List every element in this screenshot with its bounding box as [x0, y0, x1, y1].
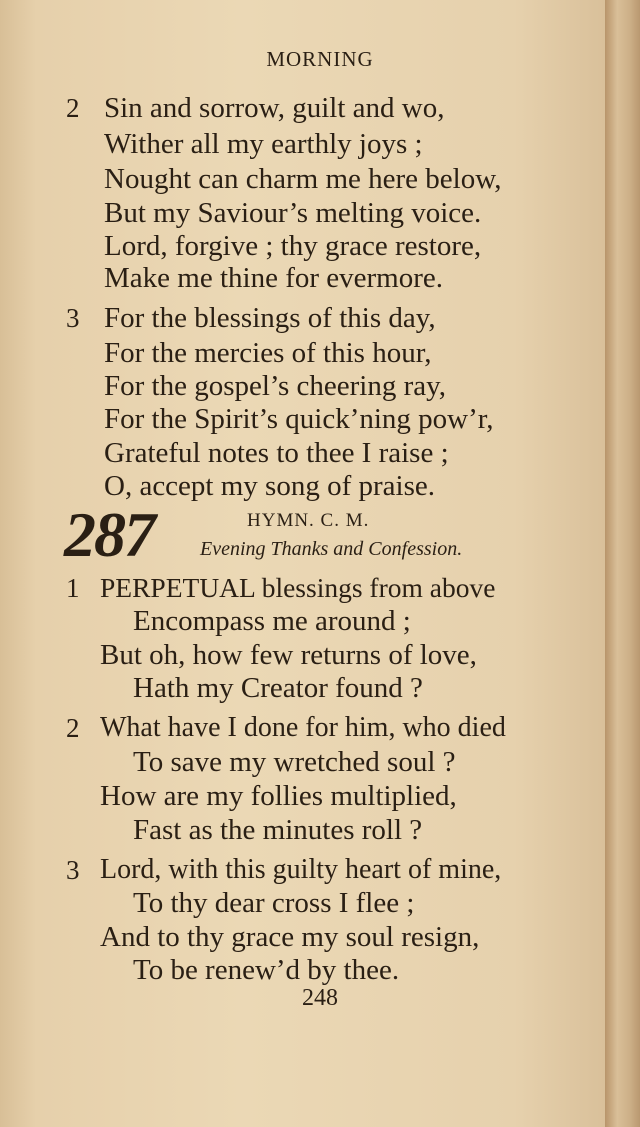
verse-line: To be renew’d by thee.: [133, 954, 400, 986]
verse-number: 3: [66, 855, 80, 885]
hymn-meter: HYMN. C. M.: [247, 510, 370, 531]
verse-line: For the blessings of this day,: [104, 302, 436, 334]
verse-line: Fast as the minutes roll ?: [133, 814, 423, 846]
verse-line: How are my follies multiplied,: [100, 780, 457, 812]
verse-line: What have I done for him, who died: [100, 712, 506, 743]
verse-line: Sin and sorrow, guilt and wo,: [104, 92, 445, 124]
verse-line: Make me thine for evermore.: [104, 262, 443, 294]
verse-line: To thy dear cross I flee ;: [133, 887, 415, 919]
verse-line: Hath my Creator found ?: [133, 672, 423, 704]
verse-line: Lord, with this guilty heart of mine,: [100, 854, 502, 885]
verse-line: For the mercies of this hour,: [104, 337, 432, 369]
verse-number: 1: [66, 573, 80, 603]
verse-line: For the gospel’s cheering ray,: [104, 370, 446, 402]
page-number: 248: [302, 985, 338, 1011]
running-head: MORNING: [266, 47, 374, 71]
verse-line: Grateful notes to thee I raise ;: [104, 437, 449, 469]
verse-line: For the Spirit’s quick’ning pow’r,: [104, 403, 494, 435]
verse-line: O, accept my song of praise.: [104, 470, 435, 502]
verse-line: Wither all my earthly joys ;: [104, 128, 423, 160]
adjacent-page-edge: [605, 0, 640, 1127]
verse-line: And to thy grace my soul resign,: [100, 921, 480, 953]
verse-line: But my Saviour’s melting voice.: [104, 197, 482, 229]
verse-number: 3: [66, 303, 80, 333]
verse-line: Encompass me around ;: [133, 605, 411, 637]
verse-line: PERPETUAL blessings from above: [100, 572, 496, 603]
verse-line: To save my wretched soul ?: [133, 746, 456, 778]
verse-line: But oh, how few returns of love,: [100, 639, 477, 671]
verse-number: 2: [66, 93, 80, 123]
verse-line: Nought can charm me here below,: [104, 163, 502, 195]
verse-line: Lord, forgive ; thy grace restore,: [104, 230, 482, 262]
hymn-title: Evening Thanks and Confession.: [200, 538, 463, 560]
verse-number: 2: [66, 713, 80, 743]
hymn-number: 287: [64, 499, 154, 570]
